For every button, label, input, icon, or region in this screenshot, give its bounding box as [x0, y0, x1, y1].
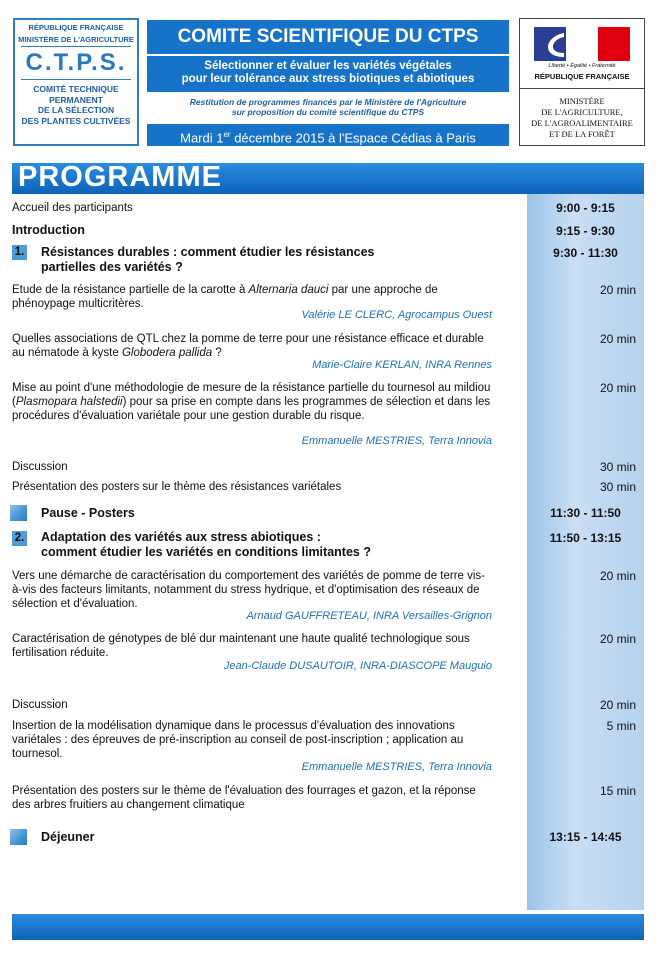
section-title-line: Adaptation des variétés aux stress abiotiques : [41, 530, 321, 544]
talk-title [12, 332, 494, 360]
talk-title: Vers une démarche de caractérisation du comportement des variétés de pomme de terre vis-à-vis des facteurs limitants, notamment du stress hydrique, et d'optimisation des réseaux de sélection et d'évaluation. [12, 570, 486, 610]
subtitle-line: Sélectionner et évaluer les variétés végétales [204, 60, 452, 72]
talk-duration: 20 min [599, 632, 636, 646]
discussion-label: Discussion [12, 699, 68, 711]
ministry-line: ET DE LA FORÊT [549, 129, 615, 139]
ctps-committee-line: PERMANENT [49, 94, 103, 105]
speaker: Emmanuelle MESTRIES, Terra Innovia [301, 435, 492, 447]
ctps-logo [13, 18, 139, 146]
talk-duration: 5 min [606, 719, 636, 733]
discussion-label: Discussion [12, 461, 68, 473]
ministry-line: DE L'AGROALIMENTAIRE [531, 118, 633, 128]
rf-name: RÉPUBLIQUE FRANÇAISE [534, 72, 630, 81]
talk-title [12, 283, 494, 311]
section-number: 1. [12, 245, 27, 260]
section-1-title [41, 245, 374, 275]
section-2-time: 11:50 - 13:15 [549, 531, 622, 545]
talk-text: ? [212, 347, 222, 359]
republique-francaise-logo [519, 18, 645, 146]
speaker: Jean-Claude DUSAUTOIR, INRA-DIASCOPE Mauguio [223, 660, 492, 672]
posters-duration: 15 min [599, 784, 636, 798]
ministry-line: DE L'AGRICULTURE, [541, 107, 623, 117]
talk-text: Mise au point d'une méthodologie de mesure de la résistance partielle du tournesol au mildiou ( [12, 382, 491, 408]
discussion-duration: 20 min [599, 698, 636, 712]
talk-duration: 20 min [599, 283, 636, 297]
talk-title [12, 381, 494, 423]
talk-duration: 20 min [599, 569, 636, 583]
event-title: COMITE SCIENTIFIQUE DU CTPS [147, 20, 509, 54]
pause-label: Pause - Posters [41, 506, 135, 520]
accueil-time: 9:00 - 9:15 [556, 201, 615, 215]
speaker: Valérie LE CLERC, Agrocampus Ouest [301, 309, 492, 321]
talk-title: Insertion de la modélisation dynamique dans le processus d'évaluation des innovations variétales : des épreuves de pré-inscription au conseil de post-inscription ; application au tournesol. [12, 720, 464, 760]
bullet-square-icon [10, 829, 27, 845]
section-title-line: comment étudier les variétés en conditions limitantes ? [41, 545, 371, 559]
date-suffix: décembre 2015 à l'Espace Cédias à Paris [230, 130, 476, 146]
ctps-committee-line: COMITÉ TECHNIQUE [33, 84, 119, 94]
ctps-committee-line: DES PLANTES CULTIVÉES [21, 115, 131, 126]
lunch-time: 13:15 - 14:45 [549, 830, 622, 844]
restitution-note [147, 97, 509, 117]
posters-duration: 30 min [599, 480, 636, 494]
speaker: Emmanuelle MESTRIES, Terra Innovia [301, 761, 492, 773]
time-column [527, 194, 644, 910]
lunch-label: Déjeuner [41, 830, 95, 844]
intro-time: 9:15 - 9:30 [556, 224, 615, 238]
speaker: Marie-Claire KERLAN, INRA Rennes [312, 359, 492, 371]
bullet-square-icon [10, 505, 27, 521]
talk-title: Caractérisation de génotypes de blé dur maintenant une haute qualité technologique sous fertilisation réduite. [12, 633, 470, 659]
event-date [147, 124, 509, 146]
pause-time: 11:30 - 11:50 [550, 506, 621, 520]
rf-motto: Liberté • Égalité • Fraternité [548, 63, 616, 69]
restitution-line: Restitution de programmes financés par le Ministère de l'Agriculture [189, 97, 467, 107]
speaker: Arnaud GAUFFRETEAU, INRA Versailles-Grignon [246, 610, 492, 622]
accueil-label: Accueil des participants [12, 202, 133, 214]
intro-label: Introduction [12, 223, 85, 237]
section-title-line: partielles des variétés ? [41, 260, 183, 274]
species-name: Alternaria dauci [248, 284, 329, 296]
date-superscript: er [223, 130, 231, 139]
ctps-acronym: C.T.P.S. [25, 49, 127, 76]
species-name: Globodera pallida [121, 347, 213, 359]
section-title-line: Résistances durables : comment étudier les résistances [41, 245, 375, 259]
talk-duration: 20 min [599, 381, 636, 395]
discussion-duration: 30 min [599, 460, 636, 474]
divider [520, 88, 644, 89]
species-name: Plasmopara halstedii [15, 396, 123, 408]
talk-duration: 20 min [599, 332, 636, 346]
section-2-title [41, 530, 371, 560]
talk-text: Quelles associations de QTL chez la pomme de terre pour une résistance efficace et durable au nématode à kyste [12, 333, 484, 359]
ctps-republic: RÉPUBLIQUE FRANÇAISE [28, 23, 124, 32]
date-prefix: Mardi 1 [180, 130, 224, 146]
posters-label: Présentation des posters sur le thème des résistances variétales [12, 481, 342, 493]
marianne-flag-icon [534, 27, 630, 61]
subtitle-line: pour leur tolérance aux stress biotiques et abiotiques [181, 73, 475, 85]
divider [21, 79, 131, 80]
section-number: 2. [12, 531, 27, 546]
talk-text: ) pour sa prise en compte dans les programmes de sélection et dans les procédures d'évaluation variétale pour une gestion durable du risque. [12, 396, 491, 422]
divider [21, 46, 131, 47]
rf-ministry [520, 96, 644, 140]
ctps-ministry: MINISTÈRE DE L'AGRICULTURE [18, 35, 134, 44]
section-1-time: 9:30 - 11:30 [553, 246, 618, 260]
posters-label: Présentation des posters sur le thème de l'évaluation des fourrages et gazon, et la réponse des arbres fruitiers au changement climatique [12, 785, 476, 811]
talk-text: Etude de la résistance partielle de la carotte à [12, 284, 249, 296]
ministry-line: MINISTÈRE [559, 96, 605, 106]
talk-text: par une approche de phénoypage multicritères. [12, 284, 438, 310]
programme-title: PROGRAMME [18, 161, 222, 193]
event-subtitle [147, 56, 509, 92]
footer-bar [12, 914, 644, 940]
restitution-line: sur proposition du comité scientifique du CTPS [231, 107, 425, 117]
ctps-committee-line: DE LA SÉLECTION [37, 105, 115, 115]
